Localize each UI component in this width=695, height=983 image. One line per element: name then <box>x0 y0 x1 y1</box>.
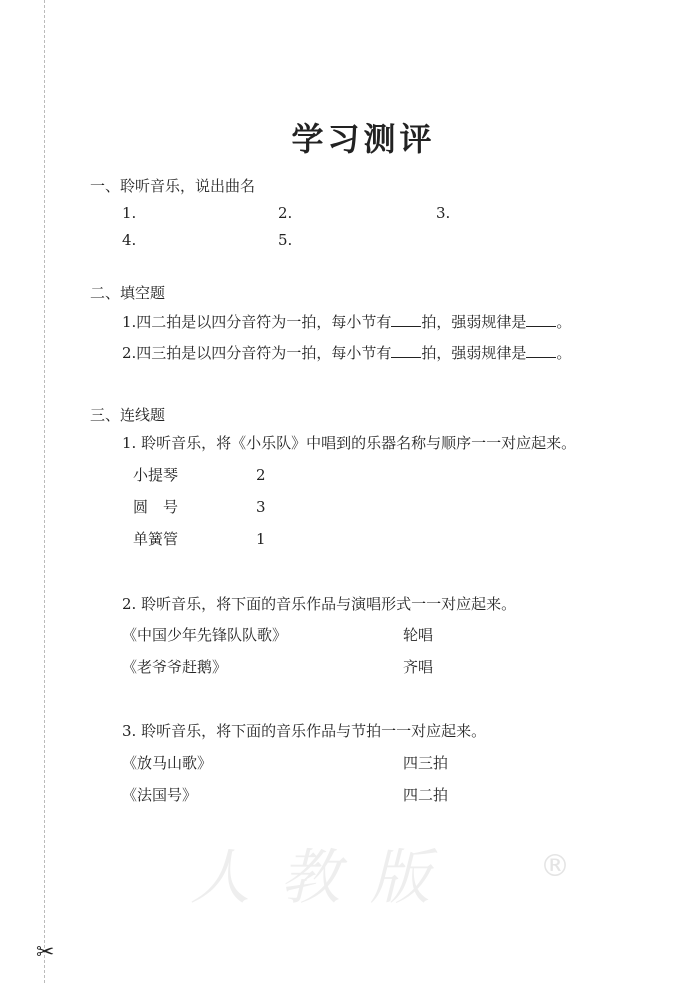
blank <box>391 312 421 327</box>
blank <box>526 312 556 327</box>
match-right: 2 <box>256 466 266 484</box>
watermark-registered: ® <box>540 849 570 884</box>
match-question-3: 3. 聆听音乐，将下面的音乐作品与节拍一一对应起来。 <box>122 722 487 740</box>
section-1-heading: 一、聆听音乐，说出曲名 <box>90 177 256 195</box>
match-right: 3 <box>256 498 266 516</box>
scissors-icon: ✂ <box>36 940 55 965</box>
fill-question-2 <box>122 343 571 362</box>
question-text: 。 <box>556 313 572 331</box>
match-left: 《放马山歌》 <box>122 754 213 772</box>
section-3-heading: 三、连线题 <box>90 406 166 424</box>
section-2-heading: 二、填空题 <box>90 284 166 302</box>
watermark: 人教版 <box>190 843 460 913</box>
match-left: 小提琴 <box>133 466 179 484</box>
blank <box>526 343 556 358</box>
match-left: 《老爷爷赶鹅》 <box>122 658 228 676</box>
match-right: 轮唱 <box>403 626 434 644</box>
answer-label: 5. <box>278 231 293 249</box>
match-right: 齐唱 <box>403 658 434 676</box>
match-question-2: 2. 聆听音乐，将下面的音乐作品与演唱形式一一对应起来。 <box>122 595 517 613</box>
match-right: 1 <box>256 530 266 548</box>
question-text: 2.四三拍是以四分音符为一拍，每小节有 <box>122 344 392 362</box>
question-text: 。 <box>556 344 572 362</box>
answer-label: 3. <box>436 204 451 222</box>
match-left: 《法国号》 <box>122 786 198 804</box>
question-text: 1.四二拍是以四分音符为一拍，每小节有 <box>122 313 392 331</box>
fill-question-1 <box>122 312 571 331</box>
answer-label: 2. <box>278 204 293 222</box>
answer-label: 4. <box>122 231 137 249</box>
question-text: 拍，强弱规律是 <box>421 313 527 331</box>
match-left: 单簧管 <box>133 530 179 548</box>
question-text: 拍，强弱规律是 <box>421 344 527 362</box>
blank <box>391 343 421 358</box>
match-right: 四三拍 <box>403 754 449 772</box>
match-right: 四二拍 <box>403 786 449 804</box>
match-question-1: 1. 聆听音乐，将《小乐队》中唱到的乐器名称与顺序一一对应起来。 <box>122 434 577 452</box>
match-left: 《中国少年先锋队队歌》 <box>122 626 288 644</box>
answer-label: 1. <box>122 204 137 222</box>
page-title: 学习测评 <box>291 120 436 158</box>
match-left: 圆 号 <box>133 498 179 516</box>
